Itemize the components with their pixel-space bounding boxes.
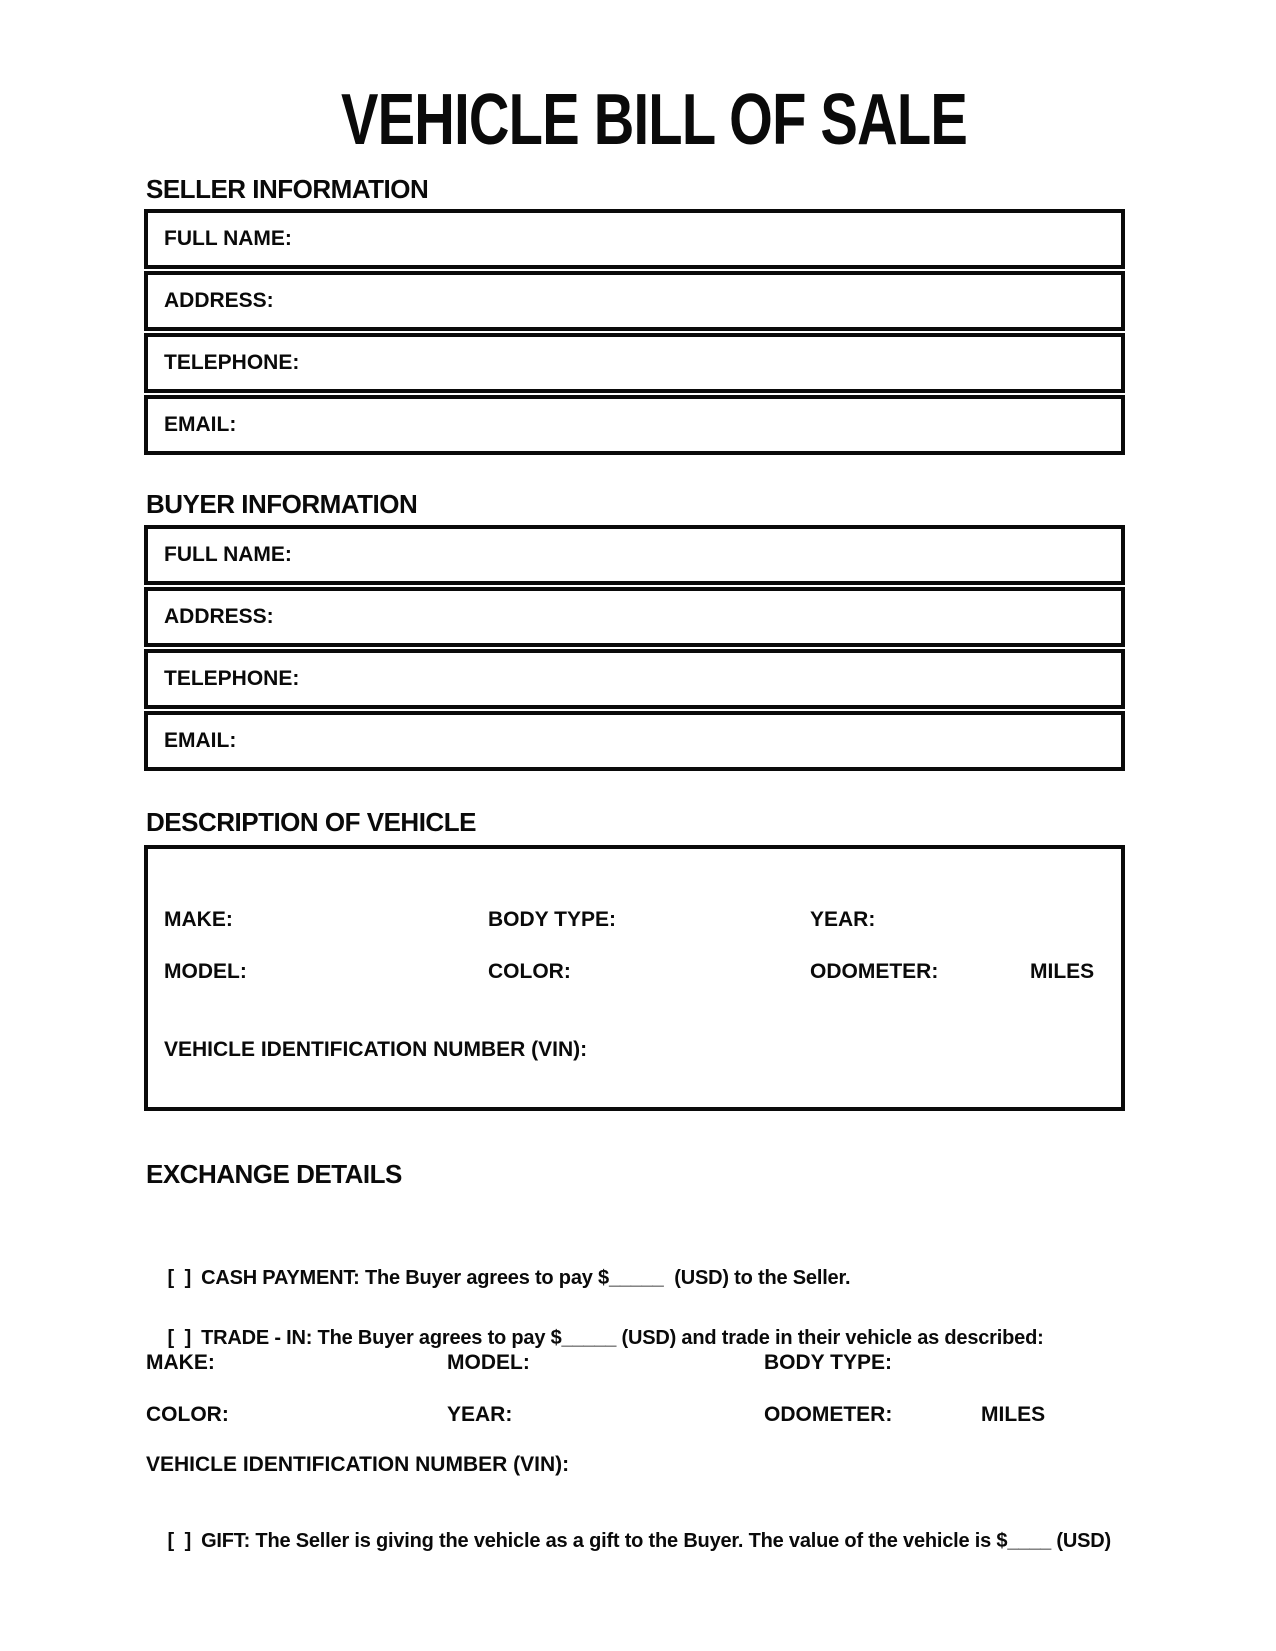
buyer-information-heading: BUYER INFORMATION <box>146 489 418 519</box>
buyer-full-name-label: FULL NAME: <box>164 543 292 566</box>
seller-address-label: ADDRESS: <box>164 289 274 312</box>
cash-payment-checkbox[interactable]: [ ] <box>167 1267 192 1289</box>
buyer-info-box <box>144 525 1125 771</box>
page-title: VEHICLE BILL OF SALE <box>340 80 968 160</box>
make-label: MAKE: <box>164 908 233 931</box>
buyer-telephone-label: TELEPHONE: <box>164 667 300 690</box>
buyer-email-label: EMAIL: <box>164 729 237 752</box>
exchange-details-heading: EXCHANGE DETAILS <box>146 1159 402 1189</box>
model-label: MODEL: <box>164 960 247 983</box>
vehicle-description-box[interactable] <box>144 845 1125 1111</box>
trade-color-label: COLOR: <box>146 1403 229 1426</box>
trade-vehicle-vin-row <box>146 1452 569 1478</box>
trade-in-checkbox[interactable]: [ ] <box>167 1327 192 1349</box>
vehicle-row-2 <box>148 959 1121 985</box>
seller-address-field[interactable] <box>144 271 1125 331</box>
trade-model-label: MODEL: <box>447 1351 530 1374</box>
odometer-label: ODOMETER: <box>810 960 939 983</box>
trade-miles-label: MILES <box>981 1403 1046 1426</box>
gift-checkbox[interactable]: [ ] <box>167 1530 192 1552</box>
gift-text: GIFT: The Seller is giving the vehicle as a gift to the Buyer. The value of the vehicle is $____ (USD) <box>201 1530 1111 1552</box>
body-type-label: BODY TYPE: <box>488 908 616 931</box>
trade-make-label: MAKE: <box>146 1351 215 1374</box>
buyer-telephone-field[interactable] <box>144 649 1125 709</box>
seller-telephone-label: TELEPHONE: <box>164 351 300 374</box>
seller-email-label: EMAIL: <box>164 413 237 436</box>
vin-label: VEHICLE IDENTIFICATION NUMBER (VIN): <box>164 1038 588 1061</box>
seller-full-name-label: FULL NAME: <box>164 227 292 250</box>
year-label: YEAR: <box>810 908 876 931</box>
seller-information-heading: SELLER INFORMATION <box>146 174 429 204</box>
trade-vehicle-row-2 <box>146 1402 1045 1428</box>
buyer-address-field[interactable] <box>144 587 1125 647</box>
color-label: COLOR: <box>488 960 571 983</box>
trade-year-label: YEAR: <box>447 1403 513 1426</box>
trade-vehicle-row-1 <box>146 1350 892 1376</box>
gift-option <box>146 1502 1111 1580</box>
cash-payment-text: CASH PAYMENT: The Buyer agrees to pay $_____ (USD) to the Seller. <box>201 1267 851 1289</box>
description-of-vehicle-heading: DESCRIPTION OF VEHICLE <box>146 807 476 837</box>
buyer-full-name-field[interactable] <box>144 525 1125 585</box>
seller-full-name-field[interactable] <box>144 209 1125 269</box>
vehicle-vin-row <box>148 1037 1121 1063</box>
trade-body-type-label: BODY TYPE: <box>764 1351 892 1374</box>
seller-info-box <box>144 209 1125 455</box>
trade-vin-label: VEHICLE IDENTIFICATION NUMBER (VIN): <box>146 1453 570 1476</box>
buyer-email-field[interactable] <box>144 711 1125 771</box>
seller-telephone-field[interactable] <box>144 333 1125 393</box>
buyer-address-label: ADDRESS: <box>164 605 274 628</box>
trade-in-text: TRADE - IN: The Buyer agrees to pay $_____ (USD) and trade in their vehicle as described: <box>201 1327 1044 1349</box>
trade-odometer-label: ODOMETER: <box>764 1403 893 1426</box>
miles-label: MILES <box>1030 960 1095 983</box>
vehicle-row-1 <box>148 907 1121 933</box>
seller-email-field[interactable] <box>144 395 1125 455</box>
